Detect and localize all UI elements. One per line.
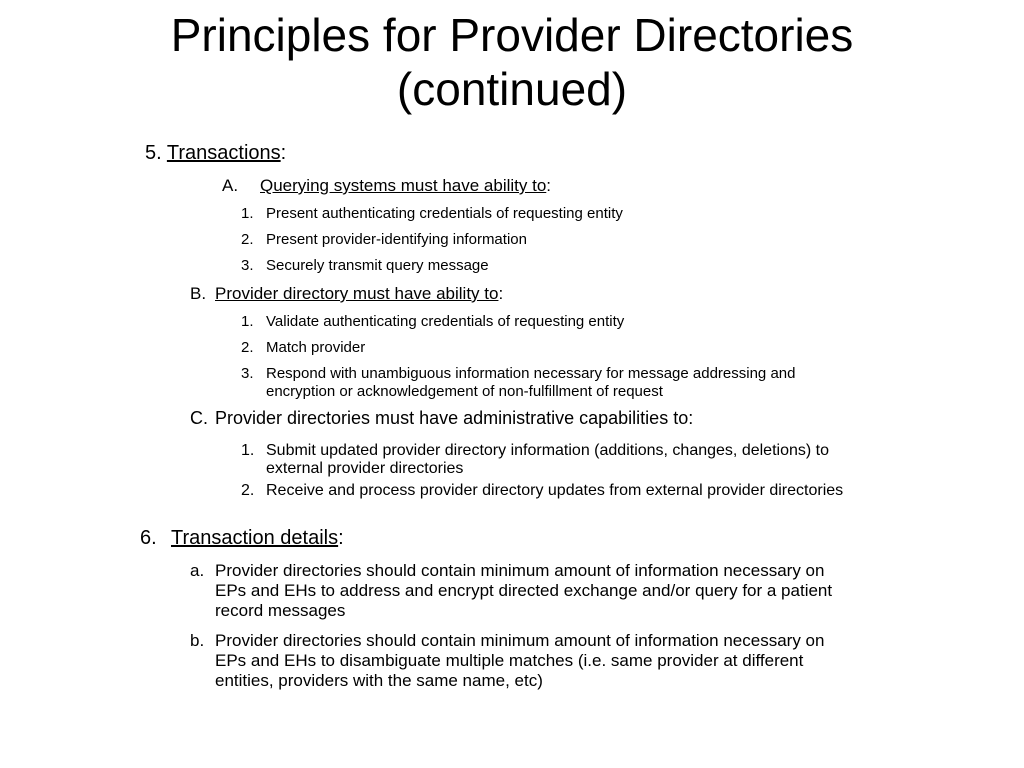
list-item-text: Present authenticating credentials of requesting entity (266, 205, 623, 222)
heading-colon: : (280, 142, 287, 164)
title-line-2: (continued) (396, 63, 628, 115)
section-number: 5. (145, 142, 162, 164)
list-item-text-line-2: external provider directories (266, 460, 464, 477)
item-text-line-1: Provider directories should contain minimum amount of information necessary on (215, 561, 825, 580)
subsection-a-heading-text-row (260, 176, 551, 196)
list-item-text: Receive and process provider directory updates from external provider directories (266, 482, 844, 499)
section-6-heading (171, 527, 344, 550)
list-item-text: Match provider (266, 339, 366, 356)
subsection-a-heading (222, 176, 238, 196)
item-text-line-1: Provider directories should contain minimum amount of information necessary on (215, 631, 825, 650)
section-heading-text: Transactions (166, 142, 281, 164)
subsection-b-heading (215, 284, 503, 304)
list-item-num: 1. (241, 313, 254, 330)
item-text-line-3: record messages (215, 601, 346, 620)
list-item-text-line-1: Respond with unambiguous information necessary for message addressing and (266, 365, 796, 382)
item-text-line-2: EPs and EHs to address and encrypt directed exchange and/or query for a patient (215, 581, 833, 600)
subsection-heading-text: Querying systems must have ability to (260, 176, 547, 195)
heading-colon: : (338, 527, 344, 549)
subsection-b-marker: B. (190, 284, 207, 303)
list-item-num: 3. (241, 365, 254, 382)
heading-colon: : (498, 284, 504, 303)
section-5-heading (145, 142, 286, 165)
list-item-num: 1. (241, 442, 255, 459)
section-heading-text: Transaction details (171, 527, 339, 549)
list-item-text-line-1: Submit updated provider directory information (additions, changes, deletions) to (266, 442, 829, 459)
item-text-line-3: entities, providers with the same name, etc) (215, 671, 543, 690)
item-text-line-2: EPs and EHs to disambiguate multiple matches (i.e. same provider at different (215, 651, 804, 670)
list-item-num: 2. (241, 482, 255, 499)
subsection-marker: A. (222, 176, 239, 195)
list-item-text: Present provider-identifying information (266, 231, 527, 248)
heading-colon: : (546, 176, 552, 195)
list-item-num: 2. (241, 339, 254, 356)
slide-title (0, 8, 1024, 116)
section-6-number: 6. (140, 527, 157, 549)
subsection-c-marker: C. (190, 408, 208, 428)
list-item-text-line-2: encryption or acknowledgement of non-fulfillment of request (266, 383, 663, 400)
list-item-text: Securely transmit query message (266, 257, 489, 274)
subsection-c-heading: Provider directories must have administrative capabilities to: (215, 408, 694, 428)
list-item-text: Validate authenticating credentials of requesting entity (266, 313, 625, 330)
item-marker: b. (190, 631, 205, 650)
list-item-num: 3. (241, 257, 254, 274)
item-marker: a. (190, 561, 205, 580)
title-line-1: Principles for Provider Directories (170, 9, 854, 61)
list-item-num: 2. (241, 231, 254, 248)
list-item-num: 1. (241, 205, 254, 222)
subsection-heading-text: Provider directory must have ability to (215, 284, 499, 303)
